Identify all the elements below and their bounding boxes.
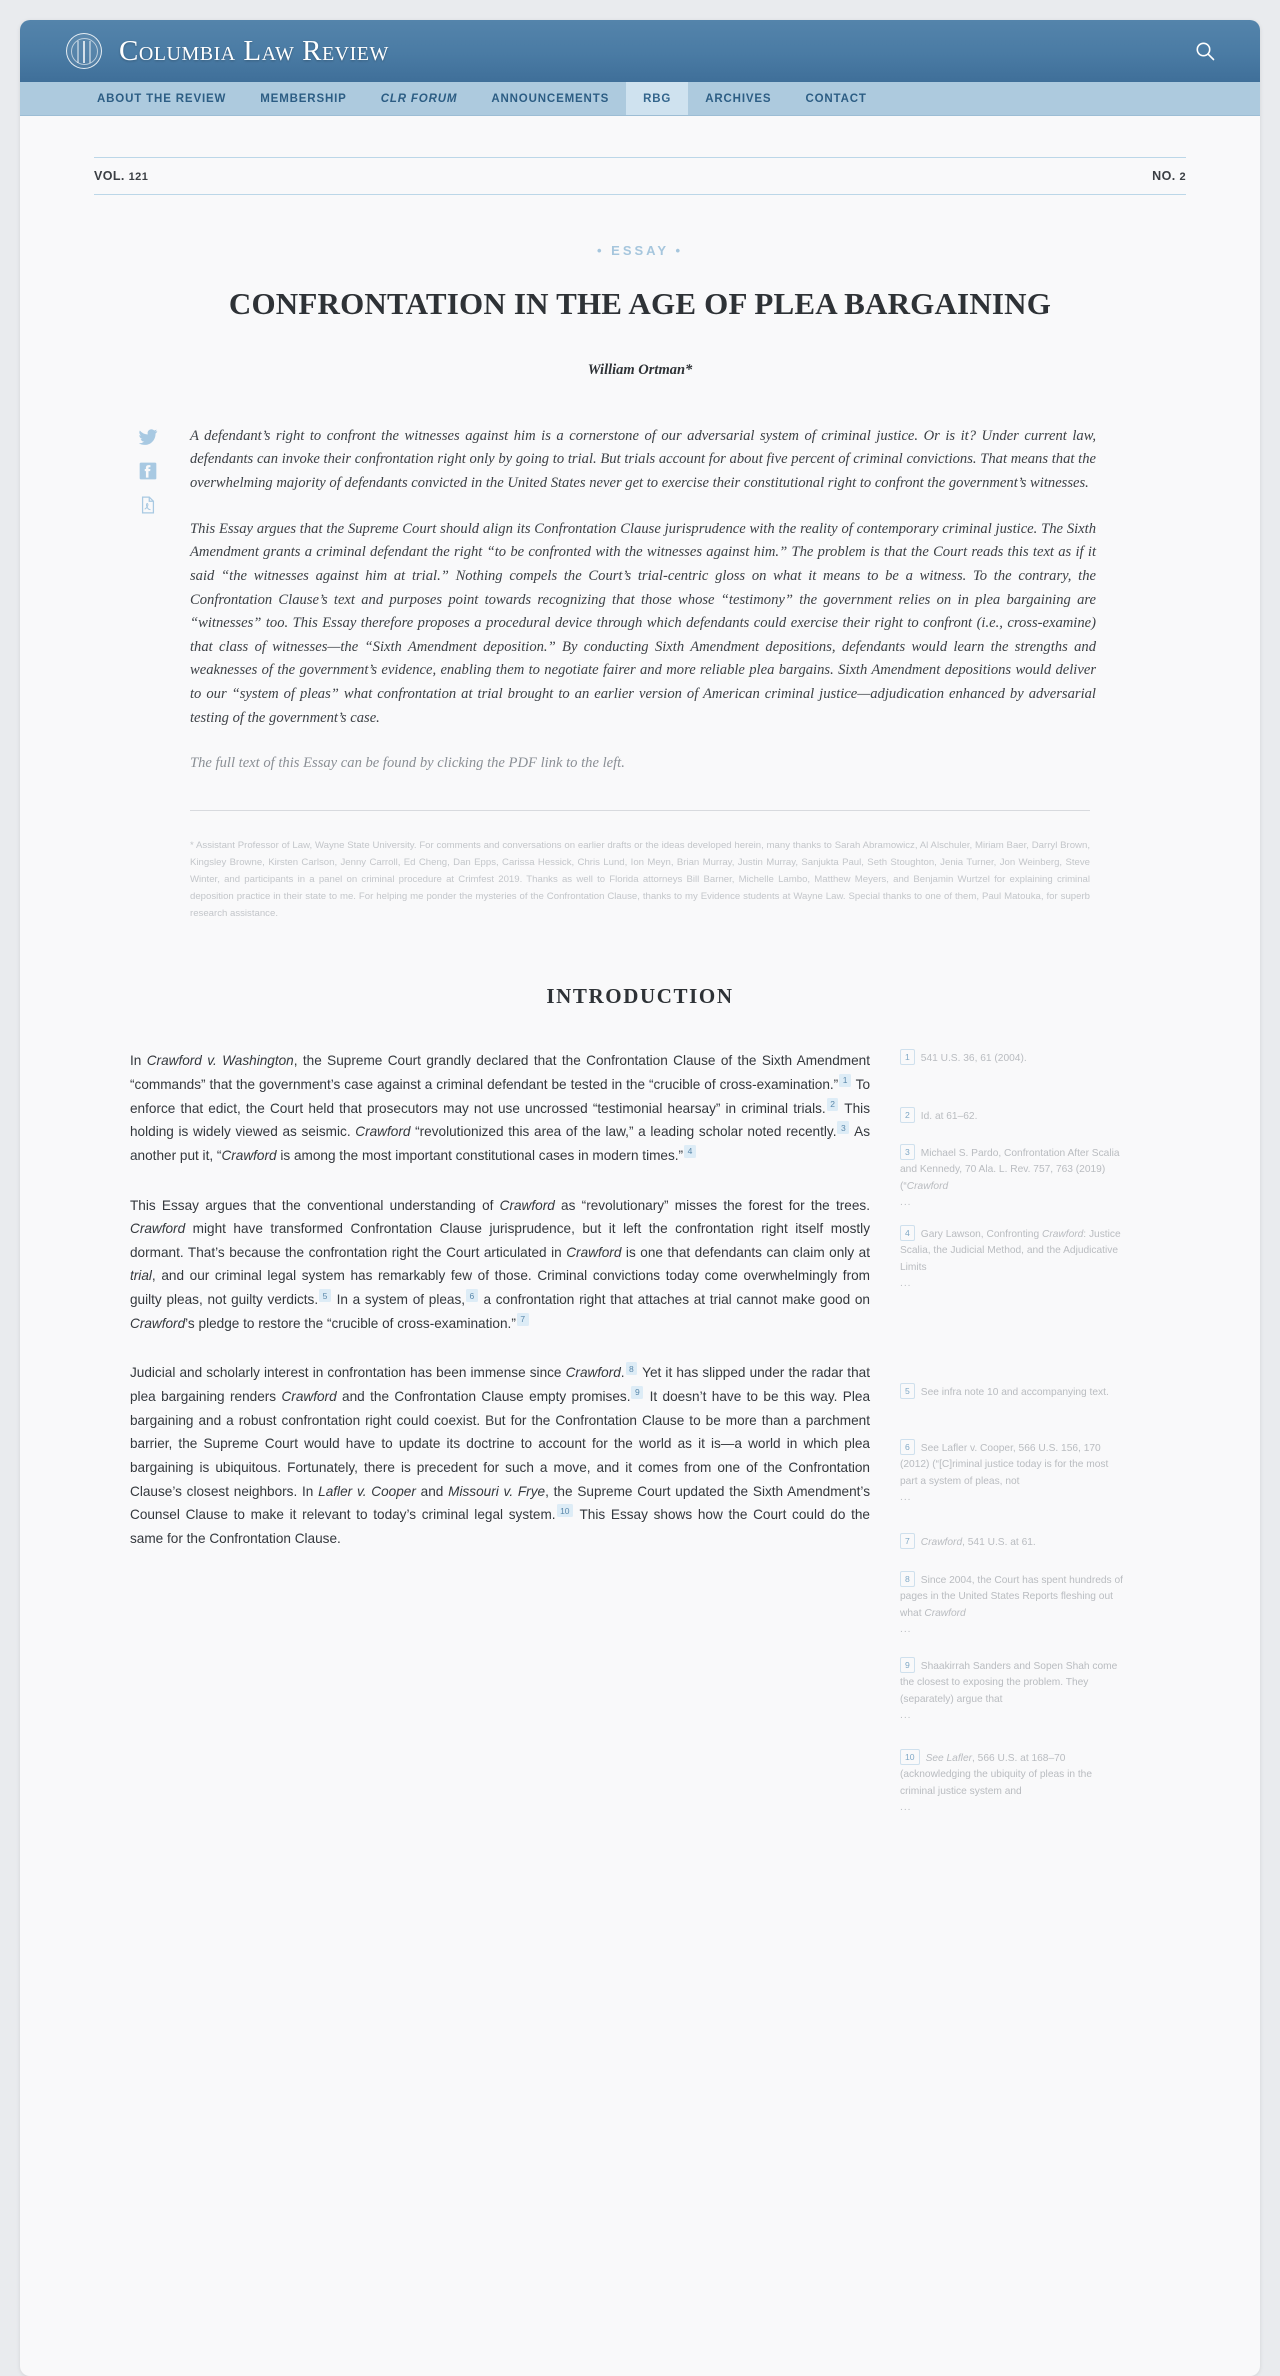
footnote-italic-text: See Lafler — [925, 1753, 973, 1765]
footnote-italic-text: Crawford — [920, 1537, 963, 1549]
footnote-truncation-ellipsis: ... — [900, 1277, 912, 1289]
footnote-number-3[interactable]: 3 — [900, 1144, 915, 1160]
section-heading-introduction: INTRODUCTION — [546, 984, 734, 1009]
nav-label: ARCHIVES — [705, 92, 772, 105]
footnote-text: Since 2004, the Court has spent hundreds of pages in the United States Reports fleshing out what — [900, 1575, 1123, 1619]
search-icon[interactable] — [1194, 40, 1216, 62]
italic-text: Crawford — [565, 1365, 621, 1381]
pdf-availability-note: The full text of this Essay can be found by clicking the PDF link to the left. — [190, 755, 625, 772]
body-text-column — [130, 1049, 870, 1576]
margin-footnote-4 — [900, 1225, 1125, 1291]
body-text: ’s pledge to restore the “crucible of cross-examination.” — [185, 1315, 516, 1331]
nav-label: MEMBERSHIP — [260, 92, 347, 105]
body-text: , the Supreme Court updated the Sixth Amendment’s Counsel Clause to make it relevant to today’s criminal legal system. — [130, 1483, 871, 1523]
footnote-number-6[interactable]: 6 — [900, 1439, 915, 1455]
footnote-marker-2[interactable]: 2 — [827, 1098, 839, 1111]
twitter-icon[interactable] — [138, 427, 158, 447]
body-text: This holding is widely viewed as seismic. — [130, 1100, 870, 1140]
nav-label: ABOUT THE REVIEW — [97, 92, 227, 105]
italic-text: trial — [130, 1268, 152, 1284]
footnote-text: Michael S. Pardo, Confrontation After Scalia and Kennedy, 70 Ala. L. Rev. 757, 763 (2019) (“ — [900, 1148, 1120, 1192]
body-text: is among the most important constitutional cases in modern times.” — [276, 1147, 684, 1163]
margin-footnote-5 — [900, 1383, 1125, 1401]
volume-text: VOL. — [94, 169, 125, 183]
number-value: 2 — [1179, 171, 1186, 183]
volume-label — [94, 169, 148, 183]
nav-label: CLR FORUM — [380, 92, 458, 105]
margin-footnote-6 — [900, 1439, 1125, 1505]
footnote-italic-text: Crawford — [906, 1180, 949, 1192]
footnote-number-8[interactable]: 8 — [900, 1571, 915, 1587]
italic-text: Crawford — [499, 1197, 555, 1213]
nav-item-clr-forum[interactable] — [364, 82, 475, 115]
footnote-number-2[interactable]: 2 — [900, 1107, 915, 1123]
browser-page — [20, 20, 1260, 2376]
nav-item-contact[interactable] — [788, 82, 883, 115]
footnote-truncation-ellipsis: ... — [900, 1801, 912, 1813]
footnote-marker-8[interactable]: 8 — [626, 1362, 638, 1375]
footnote-text: Gary Lawson, Confronting — [920, 1229, 1042, 1241]
site-brand[interactable] — [66, 33, 389, 69]
body-text: and the Confrontation Clause empty promises. — [336, 1389, 631, 1404]
body-text: . — [620, 1365, 625, 1381]
volume-number: 121 — [128, 171, 149, 183]
margin-footnote-1 — [900, 1049, 1125, 1067]
footnote-italic-text: Crawford — [1041, 1229, 1084, 1241]
body-text: It doesn’t have to be this way. Plea bargaining and a robust confrontation right could coexist. But for the Confrontation Clause to be more than a parchment barrier, the Supreme Court would have to update its doctrine to account for the world as it is—a world in which plea bargaining is ubiquitous. Fortunately, there is precedent for such a move, and it comes from one of the Confrontation Clause’s closest neighbors. In — [130, 1389, 870, 1499]
body-text: might have transformed Confrontation Clause jurisprudence, but it left the confrontation right itself mostly dormant. That’s because the confrontation right the Court articulated in — [130, 1221, 870, 1260]
body-paragraph — [130, 1049, 870, 1167]
footnote-text: , 566 U.S. at 168–70 (acknowledging the ubiquity of pleas in the criminal justice system and — [900, 1753, 1092, 1797]
footnote-number-1[interactable]: 1 — [900, 1049, 915, 1065]
kicker-dot-left: • — [596, 243, 605, 258]
margin-footnote-2 — [900, 1107, 1125, 1125]
body-text: This Essay argues that the conventional understanding of — [130, 1197, 500, 1213]
columbia-seal-icon — [66, 33, 102, 69]
margin-footnote-9 — [900, 1657, 1125, 1723]
italic-text: Crawford — [221, 1147, 277, 1163]
nav-item-announcements[interactable] — [474, 82, 626, 115]
body-text: a confrontation right that attaches at trial cannot make good on — [478, 1292, 870, 1308]
nav-label: RBG — [643, 92, 672, 105]
margin-footnote-10 — [900, 1749, 1125, 1815]
body-text: , the Supreme Court grandly declared that the Confrontation Clause of the Sixth Amendment “commands” that the government’s case against a criminal defendant be tested in the “crucible of cross-examination.” — [130, 1053, 870, 1092]
margin-notes-column — [900, 1049, 1140, 1813]
body-text: As another put it, “ — [130, 1124, 871, 1163]
article-body — [130, 1049, 1200, 1813]
abstract-paragraph-2: This Essay argues that the Supreme Court should align its Confrontation Clause jurisprudence with the reality of contemporary criminal justice. The Sixth Amendment grants a criminal defendant the right “to be confronted with the witnesses against him.” The problem is that the Court reads this text as if it said “the witnesses against him at trial.” Nothing compels the Court’s trial-centric gloss on what it means to be a witness. To the contrary, the Confrontation Clause’s text and purposes point towards recognizing that those whose “testimony” the government relies on in plea bargaining are “witnesses” too. This Essay therefore proposes a procedural device through which defendants could exercise their right to confront (i.e., cross-examine) that class of witnesses—the “Sixth Amendment deposition.” By conducting Sixth Amendment depositions, defendants would learn the strengths and weaknesses of the government’s evidence, enabling them to negotiate fairer and more reliable plea bargains. Sixth Amendment depositions would deliver to our “system of pleas” what confrontation at trial brought to an earlier version of American criminal justice—adjudication enhanced by adversarial testing of the government’s case. — [190, 520, 1096, 726]
footnote-text: , 541 U.S. at 61. — [962, 1537, 1036, 1549]
abstract-section — [20, 425, 1260, 776]
body-text: This Essay shows how the Court could do the same for the Confrontation Clause. — [130, 1507, 870, 1546]
footnote-text: 541 U.S. 36, 61 (2004). — [920, 1053, 1027, 1065]
nav-label: CONTACT — [805, 92, 867, 105]
body-text: Yet it has slipped under the radar that plea bargaining renders — [130, 1365, 870, 1404]
footnote-text: Id. at 61–62. — [920, 1111, 978, 1123]
footnote-marker-10[interactable]: 10 — [557, 1504, 573, 1517]
italic-text: Crawford — [281, 1389, 337, 1404]
footnote-marker-5[interactable]: 5 — [319, 1289, 331, 1302]
footnote-text: : Justice Scalia, the Judicial Method, and the Adjudicative Limits — [900, 1229, 1121, 1273]
nav-label: ANNOUNCEMENTS — [491, 92, 610, 105]
issue-number — [1152, 169, 1186, 183]
footnote-truncation-ellipsis: ... — [900, 1623, 912, 1635]
footnote-marker-6[interactable]: 6 — [466, 1289, 478, 1302]
italic-text: Crawford — [566, 1244, 622, 1260]
social-share-column — [138, 427, 158, 515]
body-text: In a system of pleas, — [331, 1292, 466, 1308]
body-text: In — [130, 1053, 147, 1069]
primary-nav — [20, 82, 1260, 116]
kicker-dot-right: • — [675, 243, 684, 258]
footnote-marker-3[interactable]: 3 — [837, 1121, 849, 1134]
footnote-italic-text: Crawford — [924, 1607, 966, 1619]
body-text: Judicial and scholarly interest in confrontation has been immense since — [130, 1365, 566, 1381]
nav-item-about-the-review[interactable] — [80, 82, 243, 115]
margin-footnote-3 — [900, 1144, 1125, 1210]
italic-text: Missouri v. Frye — [448, 1483, 546, 1499]
nav-item-membership[interactable] — [243, 82, 363, 115]
site-masthead — [20, 20, 1260, 82]
body-text: and — [415, 1483, 449, 1499]
footnote-number-9[interactable]: 9 — [900, 1657, 915, 1673]
facebook-icon[interactable] — [138, 461, 158, 481]
footnote-marker-7[interactable]: 7 — [517, 1313, 529, 1326]
footnote-number-4[interactable]: 4 — [900, 1225, 915, 1241]
abstract-paragraph-1: A defendant’s right to confront the witnesses against him is a cornerstone of our adversarial system of criminal justice. Or is it? Under current law, defendants can invoke their confrontation right only by going to trial. But trials account for about five percent of criminal convictions. That means that the overwhelming majority of defendants convicted in the United States never get to exercise their constitutional right to confront the government’s witnesses. — [190, 427, 1096, 491]
margin-footnote-7 — [900, 1533, 1125, 1551]
footnote-marker-9[interactable]: 9 — [631, 1386, 643, 1399]
abstract-text — [190, 425, 1096, 776]
nav-item-archives[interactable] — [688, 82, 788, 115]
italic-text: Crawford v. Washington — [146, 1053, 294, 1069]
site-title: Columbia Law Review — [119, 34, 389, 67]
footnote-marker-4[interactable]: 4 — [684, 1145, 696, 1158]
body-text: , and our criminal legal system has remarkably few of those. Criminal convictions today come overwhelmingly from guilty pleas, not guilty verdicts. — [130, 1268, 870, 1308]
issue-bar — [94, 157, 1186, 195]
footnote-text: See Lafler v. Cooper, 566 U.S. 156, 170 (2012) (“[C]riminal justice today is for the most part a system of pleas, not — [900, 1443, 1109, 1487]
body-text: To enforce that edict, the Court held that prosecutors may not use uncrossed “testimonial hearsay” in criminal trials. — [130, 1076, 871, 1116]
nav-item-rbg[interactable] — [626, 82, 688, 115]
body-paragraph — [130, 1361, 870, 1550]
italic-text: Crawford — [355, 1124, 411, 1140]
page-title: CONFRONTATION IN THE AGE OF PLEA BARGAINING — [228, 286, 1052, 321]
pdf-icon[interactable] — [138, 495, 158, 515]
footnote-number-7[interactable]: 7 — [900, 1533, 915, 1549]
footnote-truncation-ellipsis: ... — [900, 1709, 912, 1721]
divider — [190, 810, 1090, 811]
italic-text: Crawford — [130, 1221, 186, 1237]
kicker-label: ESSAY — [611, 243, 669, 258]
footnote-text: See infra note 10 and accompanying text. — [920, 1387, 1109, 1399]
footnote-marker-1[interactable]: 1 — [839, 1074, 851, 1087]
article-author: William Ortman* — [587, 361, 693, 378]
italic-text: Lafler v. Cooper — [318, 1483, 416, 1499]
footnote-number-5[interactable]: 5 — [900, 1383, 915, 1399]
italic-text: Crawford — [130, 1315, 186, 1331]
footnote-truncation-ellipsis: ... — [900, 1491, 912, 1503]
body-paragraph — [130, 1194, 870, 1336]
body-text: “revolutionized this area of the law,” a leading scholar noted recently. — [410, 1124, 837, 1140]
author-star-footnote: * Assistant Professor of Law, Wayne State University. For comments and conversations on earlier drafts or the ideas developed herein, many thanks to Sarah Abramowicz, Al Alschuler, Miriam Baer, Darryl Brown, Kingsley Browne, Kirsten Carlson, Jenny Carroll, Ed Cheng, Dan Epps, Carissa Hessick, Chris Lund, Ion Meyn, Brian Murray, Justin Murray, Sanjukta Paul, Seth Stoughton, Jenia Turner, Jon Weinberg, Steve Winter, and participants in a panel on criminal procedure at Crimfest 2019. Thanks as well to Florida attorneys Bill Barner, Michelle Lambo, Matthew Meyers, and Benjamin Wurtzel for explaining criminal deposition practice in their state to me. For helping me ponder the mysteries of the Confrontation Clause, thanks to my Evidence students at Wayne Law. Special thanks to one of them, Paul Matouka, for superb research assistance. — [190, 840, 1090, 920]
body-text: is one that defendants can claim only at — [621, 1244, 870, 1260]
footnote-truncation-ellipsis: ... — [900, 1196, 912, 1208]
footnote-number-10[interactable]: 10 — [900, 1749, 920, 1765]
footnote-text: Shaakirrah Sanders and Sopen Shah come the closest to exposing the problem. They (separately) argue that — [900, 1661, 1118, 1705]
margin-footnote-8 — [900, 1571, 1125, 1637]
number-text: NO. — [1152, 169, 1176, 183]
article-kicker — [20, 243, 1260, 258]
body-text: as “revolutionary” misses the forest for the trees. — [554, 1197, 870, 1213]
